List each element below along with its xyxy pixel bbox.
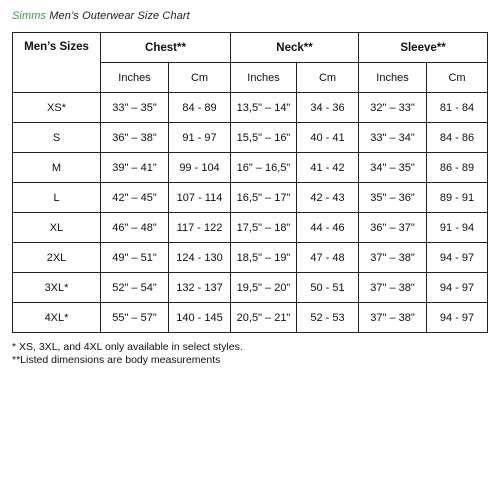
header-sleeve: Sleeve** [359, 33, 488, 63]
chest-cm-cell: 99 - 104 [169, 153, 231, 183]
neck-cm-cell: 41 - 42 [297, 153, 359, 183]
neck-cm-cell: 47 - 48 [297, 243, 359, 273]
sleeve-inches-cell: 35" – 36" [359, 183, 427, 213]
chest-cm-cell: 117 - 122 [169, 213, 231, 243]
neck-cm-cell: 42 - 43 [297, 183, 359, 213]
table-row [13, 123, 488, 153]
brand-name: Simms [12, 10, 47, 22]
table-row [13, 243, 488, 273]
neck-cm-cell: 50 - 51 [297, 273, 359, 303]
neck-cm-cell: 34 - 36 [297, 93, 359, 123]
chest-cm-cell: 124 - 130 [169, 243, 231, 273]
unit-sleeve-cm: Cm [427, 63, 488, 93]
sleeve-inches-cell: 33" – 34" [359, 123, 427, 153]
chest-inches-cell: 52" – 54" [101, 273, 169, 303]
sleeve-inches-cell: 37" – 38" [359, 243, 427, 273]
table-row [13, 273, 488, 303]
chest-inches-cell: 36" – 38" [101, 123, 169, 153]
chest-cm-cell: 91 - 97 [169, 123, 231, 153]
unit-sleeve-inches: Inches [359, 63, 427, 93]
neck-cm-cell: 52 - 53 [297, 303, 359, 333]
sleeve-cm-cell: 81 - 84 [427, 93, 488, 123]
chest-inches-cell: 39" – 41" [101, 153, 169, 183]
size-cell: M [13, 153, 101, 183]
neck-cm-cell: 44 - 46 [297, 213, 359, 243]
sleeve-inches-cell: 37" – 38" [359, 303, 427, 333]
sleeve-cm-cell: 94 - 97 [427, 273, 488, 303]
neck-cm-cell: 40 - 41 [297, 123, 359, 153]
neck-inches-cell: 13,5" – 14" [231, 93, 297, 123]
chest-inches-cell: 55" – 57" [101, 303, 169, 333]
neck-inches-cell: 18,5" – 19" [231, 243, 297, 273]
size-cell: XS* [13, 93, 101, 123]
header-mens-sizes: Men’s Sizes [13, 33, 101, 93]
neck-inches-cell: 16" – 16,5" [231, 153, 297, 183]
chart-title: Men’s Outerwear Size Chart [46, 10, 190, 22]
sleeve-inches-cell: 37" – 38" [359, 273, 427, 303]
sleeve-cm-cell: 94 - 97 [427, 243, 488, 273]
sleeve-cm-cell: 91 - 94 [427, 213, 488, 243]
size-cell: 4XL* [13, 303, 101, 333]
size-cell: 2XL [13, 243, 101, 273]
chest-cm-cell: 140 - 145 [169, 303, 231, 333]
table-row [13, 303, 488, 333]
footnotes [12, 341, 243, 367]
sleeve-inches-cell: 34" – 35" [359, 153, 427, 183]
neck-inches-cell: 16,5" – 17" [231, 183, 297, 213]
size-cell: L [13, 183, 101, 213]
sleeve-cm-cell: 89 - 91 [427, 183, 488, 213]
chest-inches-cell: 49" – 51" [101, 243, 169, 273]
size-cell: S [13, 123, 101, 153]
header-neck: Neck** [231, 33, 359, 63]
size-chart-table [12, 32, 488, 333]
footnote-availability: * XS, 3XL, and 4XL only available in select styles. [12, 341, 243, 353]
chest-cm-cell: 107 - 114 [169, 183, 231, 213]
page-title [12, 10, 190, 22]
unit-chest-cm: Cm [169, 63, 231, 93]
table-body [13, 93, 488, 333]
header-chest: Chest** [101, 33, 231, 63]
neck-inches-cell: 20,5" – 21" [231, 303, 297, 333]
chest-cm-cell: 84 - 89 [169, 93, 231, 123]
neck-inches-cell: 15,5" – 16" [231, 123, 297, 153]
header-group-row [13, 33, 488, 63]
chest-inches-cell: 46" – 48" [101, 213, 169, 243]
chest-cm-cell: 132 - 137 [169, 273, 231, 303]
size-cell: 3XL* [13, 273, 101, 303]
sleeve-cm-cell: 94 - 97 [427, 303, 488, 333]
sleeve-cm-cell: 86 - 89 [427, 153, 488, 183]
size-cell: XL [13, 213, 101, 243]
unit-neck-inches: Inches [231, 63, 297, 93]
table-row [13, 213, 488, 243]
table-row [13, 93, 488, 123]
table-row [13, 153, 488, 183]
table-row [13, 183, 488, 213]
footnote-measurements: **Listed dimensions are body measurements [12, 354, 221, 366]
sleeve-inches-cell: 36" – 37" [359, 213, 427, 243]
neck-inches-cell: 17,5" – 18" [231, 213, 297, 243]
neck-inches-cell: 19,5" – 20" [231, 273, 297, 303]
unit-neck-cm: Cm [297, 63, 359, 93]
chest-inches-cell: 42" – 45" [101, 183, 169, 213]
sleeve-cm-cell: 84 - 86 [427, 123, 488, 153]
unit-chest-inches: Inches [101, 63, 169, 93]
sleeve-inches-cell: 32" – 33" [359, 93, 427, 123]
chest-inches-cell: 33" – 35" [101, 93, 169, 123]
